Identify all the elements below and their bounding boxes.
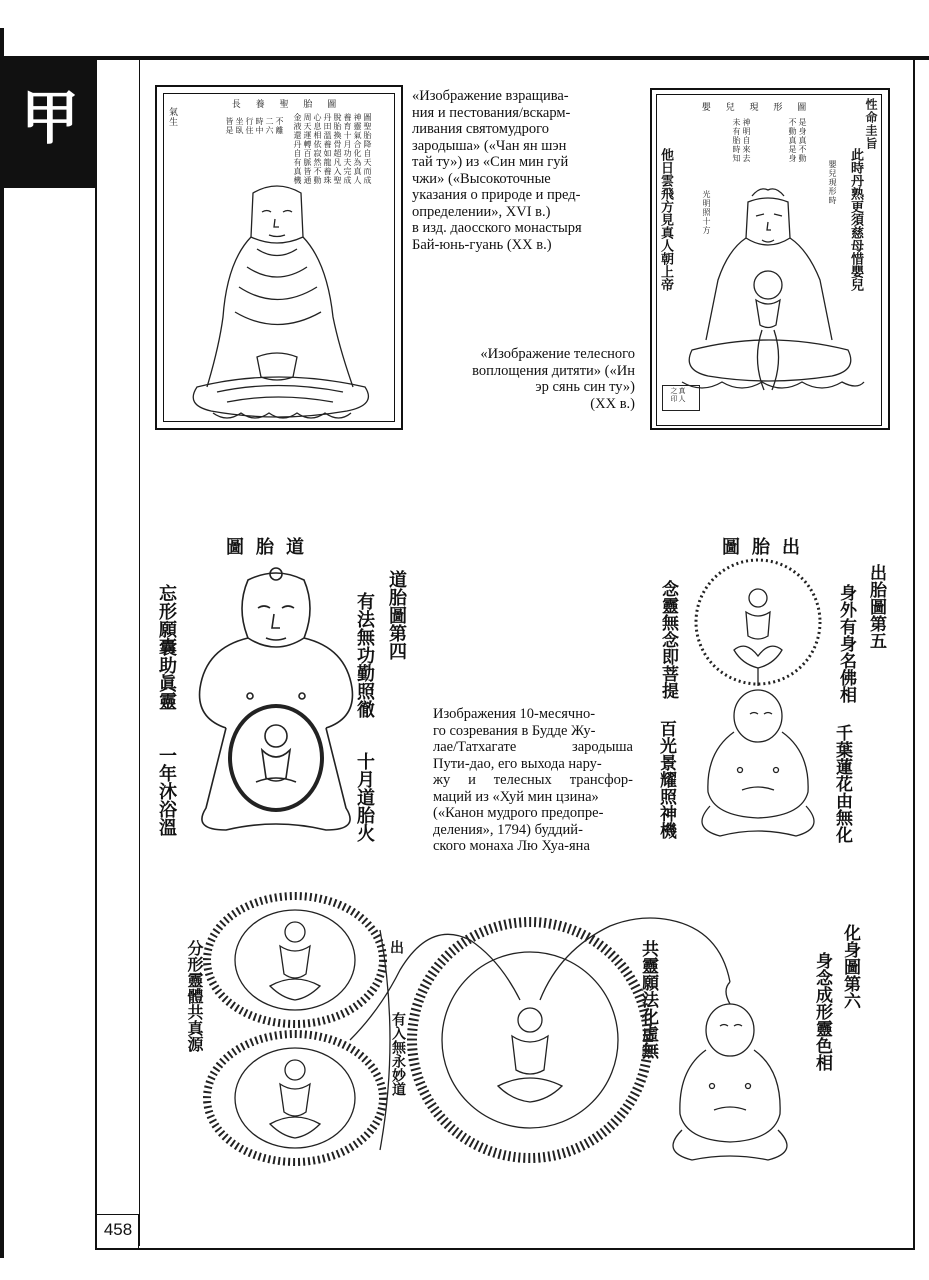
page-number: 458 (103, 1220, 133, 1239)
caption-line: указания о природе и пред- (412, 187, 581, 203)
caption-line: Пути-дао, его выхода нару- (433, 755, 602, 772)
caption-line: жу и телесных трансфор- (433, 772, 633, 788)
plate-sacred-embryo (155, 85, 403, 430)
caption-line: («Канон мудрого предопре- (433, 805, 604, 821)
plate-inner-col-3: 時中 (255, 117, 264, 135)
plate-infant-manifestation (650, 88, 890, 430)
plate-text-col-4: 未有胎時知 (732, 118, 741, 163)
plate-text-col-1: 是身真不動 (798, 118, 807, 163)
plate-text-col-6: 心息相依寂然不動 (313, 113, 322, 185)
plate-text-col-7: 周天運轉百脈皆通 (303, 113, 312, 185)
figure-text-col: 念靈無念即菩提 (658, 580, 678, 699)
figure-text-col: 百光景耀照神機 (656, 720, 676, 839)
section-glyph: 甲 (20, 84, 79, 152)
figure-text-col: 一年沐浴溫 (156, 746, 177, 836)
caption-line: ния и пестования/вскарм- (412, 104, 571, 121)
figure-text-col: 十月道胎火 (354, 752, 375, 842)
caption-line: определении», XVI в.) (412, 203, 551, 220)
figure-text-col: 有法無功勤照徹 (354, 592, 375, 718)
figure-text-col: 忘形願囊助眞靈 (156, 584, 177, 710)
plate-text-col-3: 養育十月功夫完成 (343, 113, 352, 185)
caption-line: Бай-юнь-гуань (XX в.) (412, 236, 552, 253)
plate-text-col-4: 脫胎換骨超凡入聖 (333, 113, 342, 185)
caption-line: зародыша» («Чан ян шэн (412, 137, 567, 154)
figure-text-col: 化身圖第六 (840, 924, 860, 1009)
plate-text-col-3: 神明自來去 (742, 118, 751, 163)
plate-text-col-2: 神靈氣合化為真人 (353, 113, 362, 185)
figure-text-col: 道胎圖第四 (386, 570, 407, 660)
caption-dao-embryo (433, 706, 633, 855)
caption-line: го созревания в Будде Жу- (433, 722, 596, 739)
caption-line: деления», 1794) буддий- (433, 821, 583, 838)
plate-inner-col-2: 二六 (265, 117, 274, 135)
figure-text-col: 身外有身名佛相 (836, 584, 856, 703)
caption-line: маций из «Хуй мин цзина» (433, 788, 599, 805)
plate-text-col-5: 嬰兒現形時 (828, 160, 837, 205)
caption-line: «Изображение взращива- (412, 88, 569, 104)
left-margin-rule (0, 28, 4, 1258)
plate-text-col-5: 丹田溫養如龍養珠 (323, 113, 332, 185)
figure-text-col: 共靈願法化虛無 (638, 940, 658, 1059)
caption-line: (XX в.) (590, 395, 635, 412)
caption-line: лае/Татхагате зародыша (433, 739, 633, 755)
plate-text-col-2: 不動真是身 (788, 118, 797, 163)
caption-line: в изд. даосского монастыря (412, 220, 582, 236)
plate-inner-col-6: 皆是 (225, 117, 234, 135)
plate-big-col-1: 此時丹熟更須慈母惜嬰兒 (848, 148, 863, 291)
figure-text-col: 千葉蓮花由無化 (832, 724, 852, 843)
caption-line: ского монаха Лю Хуа-яна (433, 838, 590, 854)
emerging-embryo-figure (680, 556, 850, 866)
plate-big-col-2: 他日雲飛方見真人朝上帝 (658, 148, 673, 291)
plate-title: 長 養 聖 胎 圖 (231, 100, 343, 110)
caption-infant-manifestation (430, 346, 635, 412)
plate-inner-col-1: 不離 (275, 117, 284, 135)
caption-line: воплощения дитяти» («Ин (472, 362, 635, 379)
caption-line: тай ту») из «Син мин гуй (412, 154, 569, 170)
figure-text-col: 有入無永妙道 (390, 1012, 406, 1096)
dao-embryo-figure (186, 568, 366, 858)
figure-text-col: 身念成形靈色相 (812, 952, 832, 1071)
plate-side-text: 氣生 (167, 107, 177, 127)
caption-line: Изображения 10-месячно- (433, 706, 596, 722)
plate-seal-text: 真人之印 (670, 387, 686, 403)
figure-text-col: 分形靈體共真源 (185, 940, 204, 1052)
figure-text-col: 出胎圖第五 (866, 564, 886, 649)
figure-text-col: 出 (388, 940, 404, 954)
transformation-body-figure (200, 890, 820, 1190)
plate-text-col-1: 圖聖胎降自天而成 (363, 113, 372, 185)
caption-line: «Изображение телесного (480, 346, 635, 362)
plate-inner-col-5: 坐臥 (235, 117, 244, 135)
figure-title-dao-embryo: 圖胎道 (226, 537, 316, 558)
seated-sage-illustration (157, 87, 405, 432)
plate-text-col-8: 金液還丹自有真機 (293, 113, 302, 185)
seated-sage-with-infant-illustration (652, 90, 892, 432)
caption-line: ливания святомудрого (412, 121, 550, 137)
plate-title: 嬰 兒 現 形 圖 (701, 103, 813, 113)
plate-inner-col-4: 行住 (245, 117, 254, 135)
plate-side-label: 性命圭旨 (864, 98, 878, 150)
caption-sacred-embryo (412, 88, 617, 253)
plate-text-col-6: 光明照十方 (702, 190, 711, 235)
caption-line: чжи» («Высокоточные (412, 170, 551, 187)
figure-title-emerging-embryo: 圖胎出 (722, 537, 812, 558)
caption-line: эр сянь син ту») (535, 379, 635, 395)
